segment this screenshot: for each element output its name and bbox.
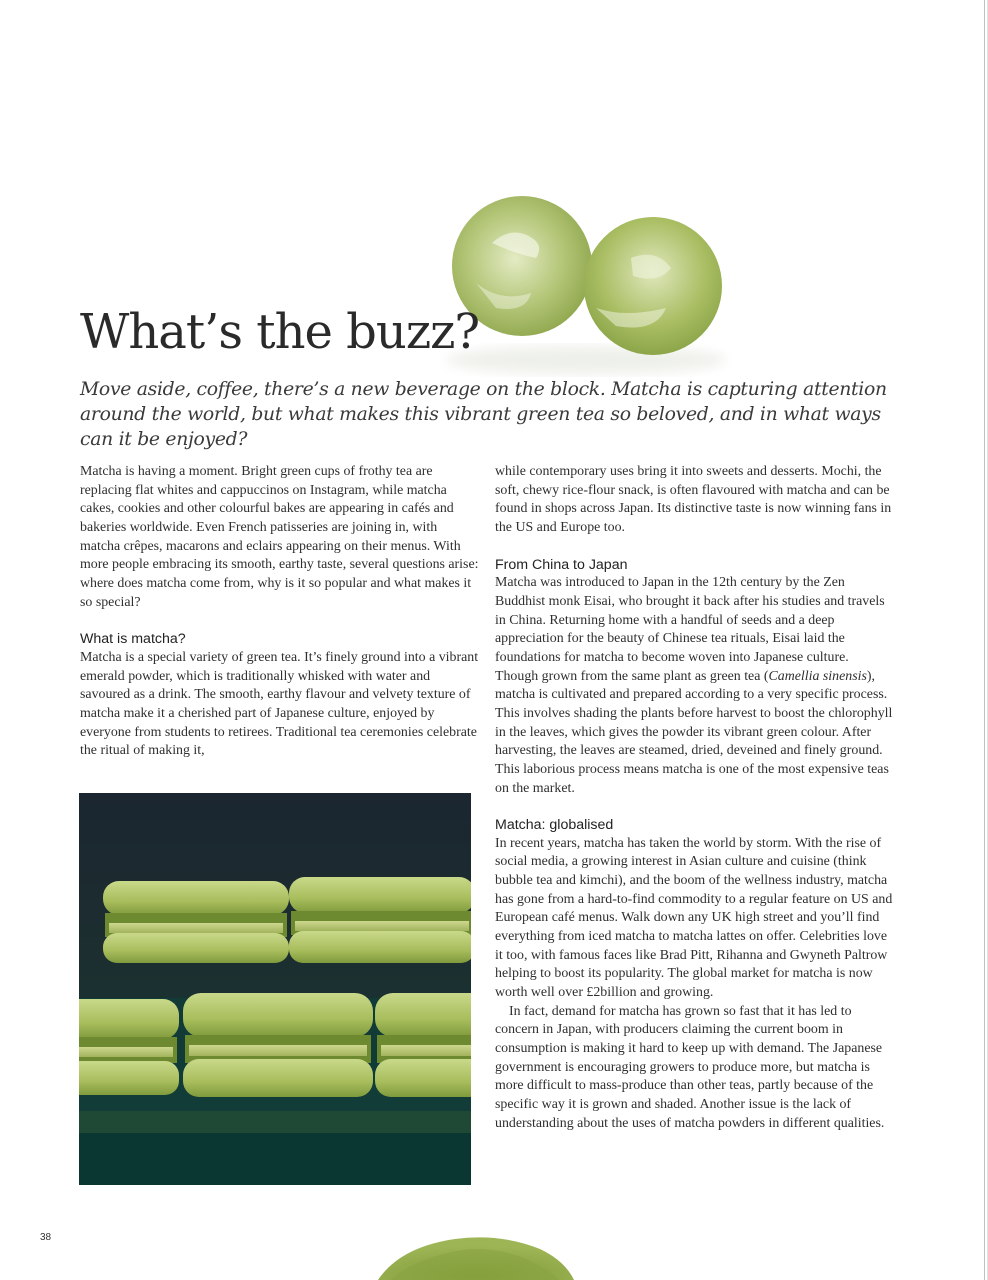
demand-paragraph: In fact, demand for matcha has grown so fast that it has led to concern in Japan, with producers claiming the current boom in consumption is making it hard to keep up with demand. The Japanese government is encouraging growers to produce more, but matcha is more difficult to mass-produce than other teas, partly because of the specific way it is grown and shaded. Another issue is the lack of understanding about the uses of matcha powders in different qualities. [495, 1003, 885, 1131]
page-number: 38 [40, 1232, 52, 1243]
globalised-paragraph: In recent years, matcha has taken the world by storm. With the rise of social media, a growing interest in Asian culture and cuisine (think bubble tea and kimchi), and the boom of the wellness industry, matcha has gone from a hard-to-find commodity to a regular feature on US and European café menus. Walk down any UK high street and you’ll find everything from iced matcha to matcha lattes on offer. Celebrities love it too, with famous faces like Brad Pitt, Rihanna and Gwyneth Paltrow helping to boost its popularity. The global market for matcha is now worth well over £2billion and growing. [495, 835, 893, 1001]
intro-paragraph: Matcha is having a moment. Bright green cups of frothy tea are replacing flat whites and cappuccinos on Instagram, while matcha cakes, cookies and other colourful bakes are appearing in cafés and bakeries worldwide. Even French patisseries are joining in, with matcha crêpes, macarons and eclairs appearing on their menus. With more people embracing its smooth, earthy taste, several questions arise: where does matcha come from, why is it so popular and what makes it so special? [80, 464, 479, 610]
heading-what-is-matcha: What is matcha? [80, 631, 186, 648]
matcha-powder-image [360, 1225, 580, 1280]
macaron-front-center [183, 993, 373, 1097]
macaron-front-left [79, 999, 179, 1095]
macaron-front-right [375, 993, 471, 1097]
macaron-back-right [289, 877, 471, 963]
mochi-right [584, 217, 722, 355]
heading-from-china-to-japan: From China to Japan [495, 556, 628, 573]
species-name: Camellia sinensis [768, 668, 867, 684]
left-column [80, 463, 480, 761]
standfirst: Move aside, coffee, there’s a new beverage on the block. Matcha is capturing attention around the world, but what makes this vibrant green tea so beloved, and in what ways can it be enjoyed? [80, 379, 887, 450]
macaron-back-left [103, 881, 289, 963]
macarons-photo [79, 793, 471, 1185]
page-title: What’s the buzz? [80, 304, 480, 360]
page-edge-line [984, 0, 985, 1280]
continued-paragraph: while contemporary uses bring it into sweets and desserts. Mochi, the soft, chewy rice-flour snack, is often flavoured with matcha and can be found in shops across Japan. Its distinctive taste is now winning fans in the US and Europe too. [495, 464, 892, 535]
mochi-image [436, 188, 736, 378]
right-column [495, 463, 893, 1133]
china-to-japan-paragraph: Matcha was introduced to Japan in the 12th century by the Zen Buddhist monk Eisai, who brought it back after his studies and travels in China. Returning home with a handful of seeds and a deep appreciation for the beauty of Chinese tea rituals, Eisai laid the foundations for matcha to become woven into Japanese culture. Though grown from the same plant as green tea (Camellia sinensis), matcha is cultivated and prepared according to a very specific process. This involves shading the plants before harvest to boost the chlorophyll in the leaves, which gives the powder its vibrant green colour. After harvesting, the leaves are steamed, dried, deveined and finely ground. This laborious process means matcha is one of the most expensive teas on the market. [495, 575, 893, 796]
heading-matcha-globalised: Matcha: globalised [495, 817, 614, 834]
what-is-matcha-paragraph: Matcha is a special variety of green tea. It’s finely ground into a vibrant emerald powder, which is traditionally whisked with water and savoured as a drink. The smooth, earthy flavour and velvety texture of matcha make it a cherished part of Japanese culture, enjoyed by everyone from students to retirees. Traditional tea ceremonies celebrate the ritual of making it, [80, 649, 479, 759]
